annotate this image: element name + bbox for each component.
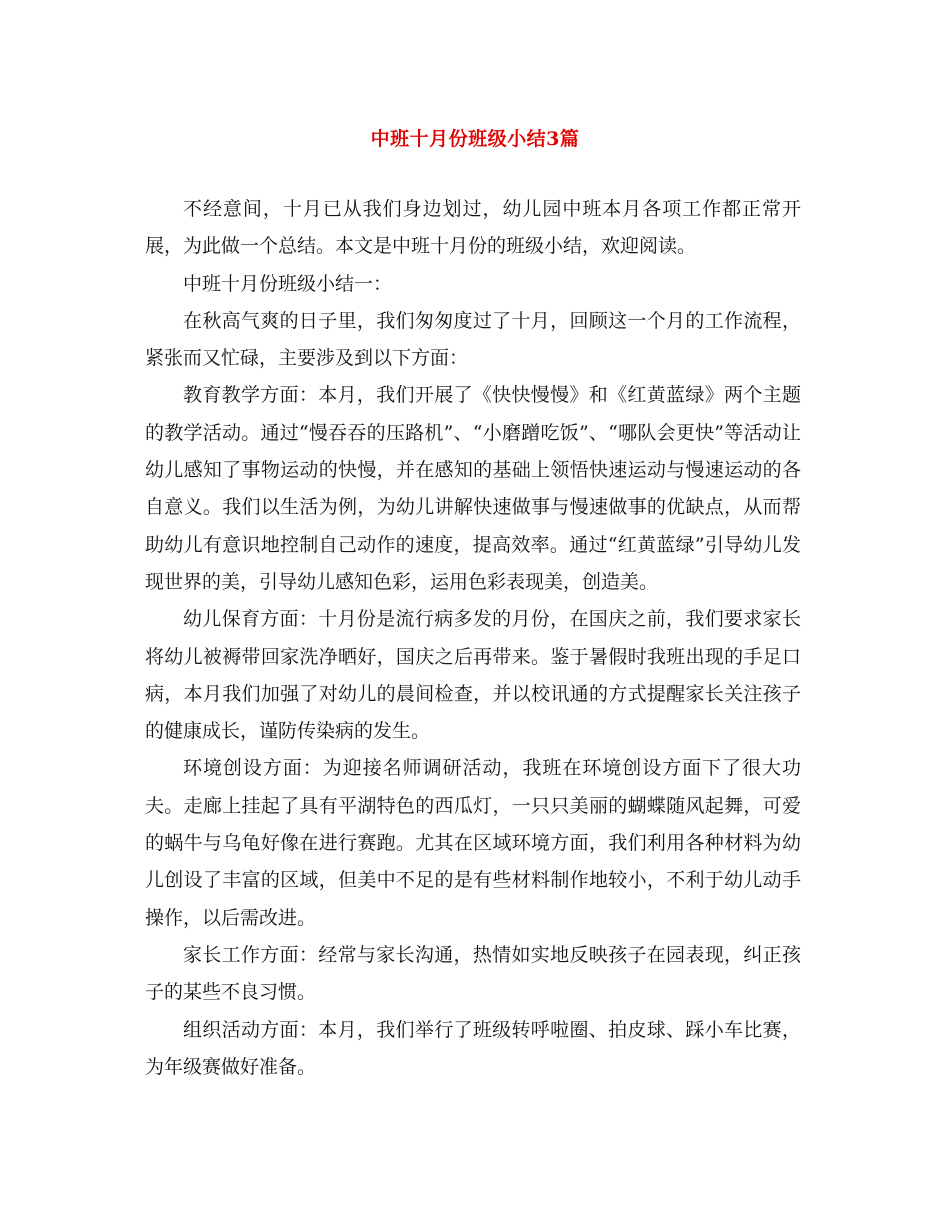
paragraph-teaching: 教育教学方面：本月，我们开展了《快快慢慢》和《红黄蓝绿》两个主题的教学活动。通过“慢吞吞的压路机”、“小磨蹭吃饭”、“哪队会更快”等活动让幼儿感知了事物运动的快慢，并在感知的基础上领悟快速运动与慢速运动的各自意义。我们以生活为例，为幼儿讲解快速做事与慢速做事的优缺点，从而帮助幼儿有意识地控制自己动作的速度，提高效率。通过“红黄蓝绿”引导幼儿发现世界的美，引导幼儿感知色彩，运用色彩表现美，创造美。: [145, 384, 801, 593]
document-title: 中班十月份班级小结3篇: [370, 128, 580, 150]
paragraph-intro: 不经意间，十月已从我们身边划过，幼儿园中班本月各项工作都正常开展，为此做一个总结。本文是中班十月份的班级小结，欢迎阅读。: [145, 198, 801, 258]
document-body: [145, 191, 801, 1086]
paragraph-childcare: 幼儿保育方面：十月份是流行病多发的月份，在国庆之前，我们要求家长将幼儿被褥带回家洗净晒好，国庆之后再带来。鉴于暑假时我班出现的手足口病，本月我们加强了对幼儿的晨间检查，并以校讯通的方式提醒家长关注孩子的健康成长，谨防传染病的发生。: [145, 608, 801, 743]
paragraph-parents: 家长工作方面：经常与家长沟通，热情如实地反映孩子在园表现，纠正孩子的某些不良习惯。: [145, 943, 801, 1004]
section-heading-one: 中班十月份班级小结一：: [183, 272, 393, 295]
paragraph-opening: 在秋高气爽的日子里，我们匆匆度过了十月，回顾这一个月的工作流程，紧张而又忙碌，主要涉及到以下方面：: [145, 309, 801, 370]
paragraph-activities: 组织活动方面：本月，我们举行了班级转呼啦圈、拍皮球、踩小车比赛，为年级赛做好准备。: [145, 1018, 801, 1078]
paragraph-environment: 环境创设方面：为迎接名师调研活动，我班在环境创设方面下了很大功夫。走廊上挂起了具有平湖特色的西瓜灯，一只只美丽的蝴蝶随风起舞，可爱的蜗牛与乌龟好像在进行赛跑。尤其在区域环境方面，我们利用各种材料为幼儿创设了丰富的区域，但美中不足的是有些材料制作地较小，不利于幼儿动手操作，以后需改进。: [145, 757, 801, 929]
